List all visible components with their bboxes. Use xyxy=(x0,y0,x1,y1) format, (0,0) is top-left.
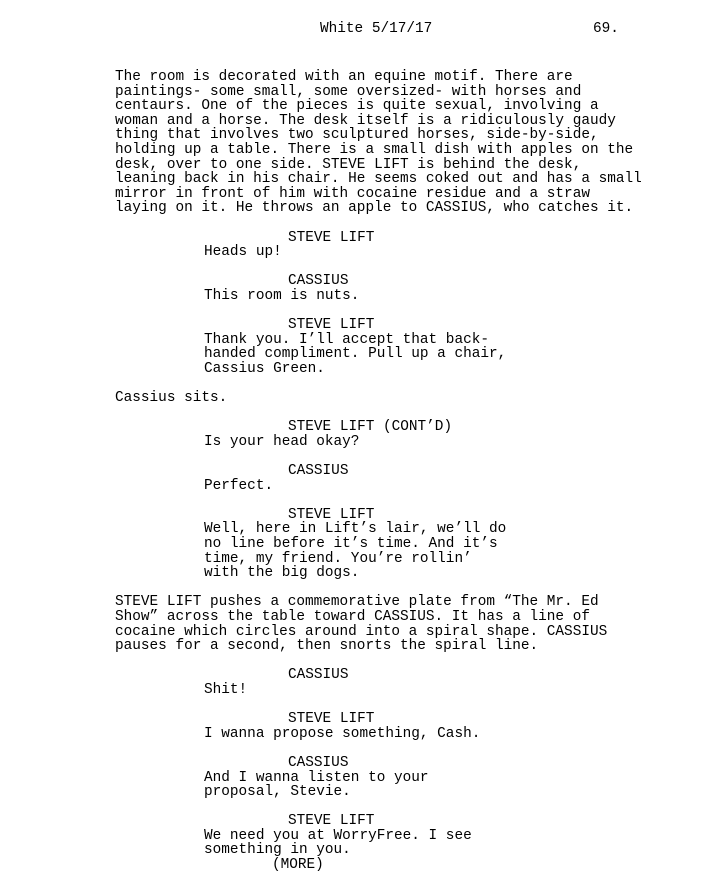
action-block xyxy=(115,595,715,653)
action-block xyxy=(115,70,715,216)
dialogue-line: Thank you. I’ll accept that back- xyxy=(204,331,489,348)
action-line: Show” across the table toward CASSIUS. It has a line of xyxy=(115,608,590,625)
dialogue-line: with the big dogs. xyxy=(204,565,360,582)
dialogue-line: I wanna propose something, Cash. xyxy=(204,725,481,742)
dialogue-line: proposal, Stevie. xyxy=(204,784,351,801)
dialogue-block xyxy=(0,420,715,449)
dialogue-block xyxy=(0,814,715,872)
character-name: CASSIUS xyxy=(288,754,349,771)
dialogue-line: Cassius Green. xyxy=(204,360,325,377)
action-line: The room is decorated with an equine motif. There are xyxy=(115,69,573,85)
action-line: cocaine which circles around into a spiral shape. CASSIUS xyxy=(115,623,608,640)
action-line: pauses for a second, then snorts the spiral line. xyxy=(115,638,539,655)
character-name: CASSIUS xyxy=(288,273,349,290)
character-name: STEVE LIFT xyxy=(288,813,375,830)
action-line: mirror in front of him with cocaine residue and a straw xyxy=(115,185,590,202)
dialogue-block xyxy=(0,274,715,303)
action-line: centaurs. One of the pieces is quite sexual, involving a xyxy=(115,98,599,115)
character-name: STEVE LIFT xyxy=(288,506,375,523)
character-name: STEVE LIFT xyxy=(288,711,375,728)
dialogue-line: something in you. xyxy=(204,842,351,859)
revision-label: White 5/17/17 xyxy=(320,21,433,37)
action-line: STEVE LIFT pushes a commemorative plate from “The Mr. Ed xyxy=(115,594,599,611)
action-line: holding up a table. There is a small dish with apples on the xyxy=(115,141,634,158)
dialogue-line: Is your head okay? xyxy=(204,433,360,450)
action-line: paintings- some small, some oversized- with horses and xyxy=(115,83,582,100)
dialogue-line: time, my friend. You’re rollin’ xyxy=(204,550,472,567)
page-number: 69. xyxy=(593,21,619,37)
dialogue-block xyxy=(0,231,715,260)
character-name: STEVE LIFT xyxy=(288,229,375,246)
dialogue-line: no line before it’s time. And it’s xyxy=(204,536,498,552)
dialogue-block xyxy=(0,668,715,697)
page-header xyxy=(0,22,715,37)
character-name: CASSIUS xyxy=(288,667,349,684)
script-content xyxy=(0,70,715,887)
dialogue-block xyxy=(0,756,715,800)
action-line: Cassius sits. xyxy=(115,390,228,407)
dialogue-line: This room is nuts. xyxy=(204,287,360,304)
dialogue-block xyxy=(0,318,715,376)
action-line: woman and a horse. The desk itself is a ridiculously gaudy xyxy=(115,112,616,129)
action-line: desk, over to one side. STEVE LIFT is behind the desk, xyxy=(115,156,582,173)
dialogue-line: Well, here in Lift’s lair, we’ll do xyxy=(204,521,507,538)
action-line: laying on it. He throws an apple to CASSIUS, who catches it. xyxy=(115,200,634,217)
dialogue-line: And I wanna listen to your xyxy=(204,769,429,786)
dialogue-line: handed compliment. Pull up a chair, xyxy=(204,346,507,363)
dialogue-block xyxy=(0,508,715,581)
dialogue-block xyxy=(0,464,715,493)
character-name: STEVE LIFT (CONT’D) xyxy=(288,419,453,436)
dialogue-line: Heads up! xyxy=(204,244,282,261)
dialogue-line: Shit! xyxy=(204,681,248,698)
dialogue-line: Perfect. xyxy=(204,477,274,494)
dialogue-line: We need you at WorryFree. I see xyxy=(204,827,472,844)
character-name: CASSIUS xyxy=(288,463,349,480)
action-block xyxy=(115,391,715,406)
action-line: leaning back in his chair. He seems coked out and has a small xyxy=(115,171,642,188)
character-name: STEVE LIFT xyxy=(288,317,375,334)
action-line: thing that involves two sculptured horses, side-by-side, xyxy=(115,127,599,144)
more-indicator: (MORE) xyxy=(272,857,324,874)
dialogue-block xyxy=(0,712,715,741)
